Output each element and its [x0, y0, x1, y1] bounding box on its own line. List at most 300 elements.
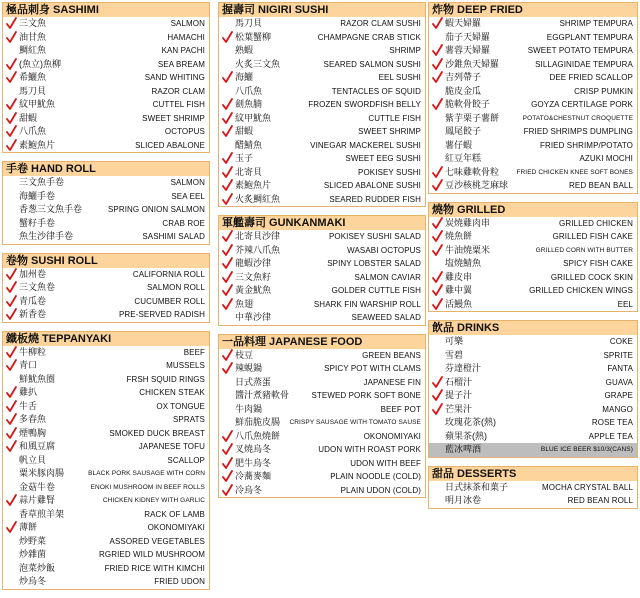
- item-name-chinese: 蘋果茶(熱): [445, 430, 487, 441]
- item-name-english: STEWED PORK SOFT BONE: [311, 391, 421, 400]
- menu-item: [429, 271, 637, 285]
- item-name-chinese: 粟米豚肉腸: [19, 468, 65, 478]
- menu-item: [219, 298, 425, 312]
- red-checkmark-icon: [6, 295, 17, 308]
- menu-item: [3, 494, 209, 508]
- menu-item: [3, 176, 209, 190]
- red-checkmark-icon: [222, 271, 233, 284]
- item-name-chinese: 魚生沙律手卷: [19, 231, 74, 241]
- item-name-english: CUCUMBER ROLL: [134, 296, 205, 306]
- item-name-chinese: 沙錐魚天婦羅: [445, 58, 500, 69]
- red-checkmark-icon: [6, 308, 17, 321]
- menu-item: [219, 271, 425, 285]
- item-name-english: GRILLED CHICKEN WINGS: [529, 286, 633, 295]
- item-name-english: BEEF: [183, 347, 205, 357]
- item-name-chinese: 鳳尾餃子: [445, 126, 482, 136]
- red-checkmark-icon: [6, 58, 17, 71]
- item-name-english: SHARK FIN WARSHIP ROLL: [313, 299, 421, 309]
- menu-item: [3, 308, 209, 322]
- item-name-english: SPINY LOBSTER SALAD: [327, 259, 421, 268]
- item-name-chinese: 醋鯖魚: [235, 139, 263, 150]
- item-name-chinese: 紋甲魷魚: [19, 99, 56, 109]
- item-name-chinese: 紋甲魷魚: [235, 112, 272, 123]
- menu-item: [429, 403, 637, 417]
- menu-item: [3, 17, 209, 31]
- menu-item: [3, 535, 209, 549]
- menu-item: [3, 359, 209, 373]
- menu-item: [429, 230, 637, 244]
- item-name-english: SEARED RUDDER FISH: [329, 194, 421, 204]
- menu-item: [219, 230, 425, 244]
- section-drinks: [428, 320, 638, 458]
- menu-item: [219, 58, 425, 72]
- red-checkmark-icon: [222, 484, 233, 497]
- item-name-english: WASABI OCTOPUS: [347, 245, 421, 255]
- item-name-chinese: 三文魚: [19, 18, 47, 28]
- item-name-chinese: 雞皮串: [445, 271, 473, 282]
- red-checkmark-icon: [432, 166, 443, 179]
- menu-item: [219, 284, 425, 298]
- menu-item: [219, 31, 425, 45]
- item-name-chinese: 香草煎羊架: [19, 508, 65, 519]
- item-name-chinese: 龍蝦沙律: [235, 258, 272, 268]
- menu-item: [3, 85, 209, 99]
- menu-item: [219, 112, 425, 126]
- menu-item: [429, 31, 637, 45]
- section-gunkanmaki: [218, 215, 426, 326]
- item-name-english: FRIED UDON: [154, 577, 205, 586]
- item-name-english: ROSE TEA: [591, 418, 633, 427]
- item-name-english: SWEET SHRIMP: [358, 127, 421, 136]
- item-name-english: PLAIN NOODLE (COLD): [330, 472, 421, 481]
- item-name-english: ENOKI MUSHROOM IN BEEF ROLLS: [90, 483, 205, 491]
- item-name-english: CHICKEN KIDNEY WITH GARLIC: [102, 497, 205, 504]
- item-name-english: SWEET POTATO TEMPURA: [527, 46, 633, 55]
- item-name-english: GRILLED CORN WITH BUTTER: [535, 246, 633, 254]
- menu-item: [429, 376, 637, 390]
- item-name-chinese: 海鱺手卷: [19, 190, 56, 201]
- item-name-chinese: 芒果汁: [445, 403, 473, 414]
- item-name-english: SEARED SALMON SUSHI: [323, 59, 421, 69]
- item-name-english: FRSH SQUID RINGS: [126, 374, 205, 384]
- item-name-english: GRAPE: [604, 391, 633, 400]
- section-title: 握壽司 NIGIRI SUSHI: [219, 3, 425, 17]
- menu-item: [3, 203, 209, 217]
- red-checkmark-icon: [222, 179, 233, 192]
- section-title: 軍艦壽司 GUNKANMAKI: [219, 216, 425, 230]
- red-checkmark-icon: [6, 521, 17, 534]
- item-name-english: POKISEY SUSHI SALAD: [328, 232, 421, 241]
- item-name-chinese: 油甘魚: [19, 31, 47, 42]
- item-name-english: OKONOMIYAKI: [363, 431, 421, 441]
- item-name-chinese: 薯仔蝦: [445, 139, 473, 150]
- red-checkmark-icon: [6, 346, 17, 359]
- menu-item: [429, 257, 637, 271]
- item-name-chinese: 希鱺魚: [19, 72, 47, 82]
- item-name-chinese: 日式抹茶和菓子: [445, 481, 509, 492]
- menu-item: [3, 548, 209, 562]
- item-name-english: SALMON ROLL: [146, 283, 205, 292]
- item-name-chinese: 提子汁: [445, 390, 473, 400]
- menu-item: [219, 416, 425, 430]
- red-checkmark-icon: [222, 152, 233, 165]
- red-checkmark-icon: [222, 349, 233, 362]
- red-checkmark-icon: [6, 17, 17, 30]
- item-name-english: SLICED ABALONE: [135, 140, 205, 150]
- menu-item: [3, 467, 209, 481]
- red-checkmark-icon: [432, 284, 443, 297]
- menu-item: [3, 295, 209, 309]
- section-sashimi: [2, 2, 210, 153]
- menu-item: [219, 71, 425, 85]
- red-checkmark-icon: [222, 284, 233, 297]
- red-checkmark-icon: [432, 179, 443, 192]
- item-name-chinese: 三文魚籽: [235, 271, 272, 282]
- item-name-english: GUAVA: [605, 377, 633, 387]
- red-checkmark-icon: [6, 98, 17, 111]
- item-name-chinese: 薄餅: [19, 522, 38, 532]
- section-title: 飲品 DRINKS: [429, 321, 637, 335]
- item-name-chinese: 八爪魚: [235, 85, 263, 96]
- item-name-chinese: 叉燒烏冬: [235, 444, 272, 454]
- item-name-chinese: (魚立)魚柳: [19, 58, 61, 69]
- menu-item: [3, 508, 209, 522]
- menu-item: [429, 17, 637, 31]
- item-name-english: SPICY FISH CAKE: [563, 259, 633, 268]
- item-name-chinese: 紅豆年糕: [445, 153, 482, 163]
- section-nigiri-sushi: [218, 2, 426, 207]
- item-name-chinese: 馬刀貝: [19, 85, 47, 96]
- menu-item: [219, 125, 425, 139]
- menu-item: [429, 217, 637, 231]
- section-title: 卷物 SUSHI ROLL: [3, 254, 209, 268]
- menu-item: [429, 98, 637, 112]
- red-checkmark-icon: [432, 217, 443, 230]
- red-checkmark-icon: [222, 457, 233, 470]
- menu-column-left: [2, 2, 210, 598]
- item-name-chinese: 辣蜆鍋: [235, 363, 263, 373]
- item-name-chinese: 蝦天婦羅: [445, 18, 482, 28]
- menu-item: [429, 349, 637, 363]
- item-name-english: SASHIMI SALAD: [142, 232, 205, 241]
- item-name-chinese: 可樂: [445, 336, 464, 346]
- item-name-chinese: 吉列帶子: [445, 72, 482, 82]
- red-checkmark-icon: [6, 268, 17, 281]
- red-checkmark-icon: [432, 58, 443, 71]
- item-name-english: BLACK PORK SAUSAGE WITH CORN: [88, 470, 205, 477]
- item-name-chinese: 牛舌: [19, 400, 38, 411]
- menu-item: [219, 44, 425, 58]
- item-name-chinese: 芬達橙汁: [445, 363, 482, 373]
- section-japanese-food: [218, 334, 426, 499]
- item-name-english: SHRIMP: [389, 46, 421, 55]
- menu-item: [3, 58, 209, 72]
- item-name-english: TENTACLES OF SQUID: [331, 86, 421, 96]
- menu-item: [219, 152, 425, 166]
- item-name-english: BLUE ICE BEER $10/3(CANS): [540, 446, 633, 453]
- item-name-chinese: 日式蒸蛋: [235, 376, 272, 387]
- item-name-chinese: 雞中翼: [445, 285, 473, 295]
- item-name-chinese: 蟹籽手卷: [19, 217, 56, 228]
- menu-item: [219, 389, 425, 403]
- item-name-chinese: 和風豆腐: [19, 441, 56, 451]
- red-checkmark-icon: [432, 389, 443, 402]
- menu-item: [3, 575, 209, 589]
- red-checkmark-icon: [222, 193, 233, 206]
- item-name-english: HAMACHI: [167, 32, 205, 42]
- menu-item: [219, 85, 425, 99]
- menu-item: [3, 413, 209, 427]
- item-name-english: AZUKI MOCHI: [579, 154, 633, 163]
- menu-item: [219, 430, 425, 444]
- item-name-english: CALIFORNIA ROLL: [132, 269, 205, 279]
- menu-item: [429, 179, 637, 193]
- menu-item: [3, 521, 209, 535]
- menu-item: [429, 430, 637, 444]
- item-name-chinese: 脆皮金瓜: [445, 85, 482, 96]
- item-name-english: SCALLOP: [167, 455, 205, 465]
- item-name-english: SWEET EEG SUSHI: [345, 154, 421, 163]
- item-name-chinese: 青瓜卷: [19, 295, 47, 306]
- red-checkmark-icon: [6, 71, 17, 84]
- item-name-chinese: 炒雜菌: [19, 549, 47, 559]
- red-checkmark-icon: [6, 494, 17, 507]
- red-checkmark-icon: [222, 430, 233, 443]
- item-name-chinese: 蒜片雞腎: [19, 495, 56, 505]
- item-name-english: SALMON: [170, 178, 205, 187]
- item-name-english: GRILLED FISH CAKE: [552, 232, 633, 241]
- item-name-english: OKONOMIYAKI: [147, 523, 205, 532]
- item-name-english: APPLE TEA: [588, 431, 633, 441]
- menu-item: [429, 85, 637, 99]
- menu-item: [429, 152, 637, 166]
- menu-item: [3, 454, 209, 468]
- item-name-english: MUSSELS: [166, 361, 205, 370]
- item-name-english: SEA BREAM: [157, 59, 205, 69]
- red-checkmark-icon: [432, 271, 443, 284]
- red-checkmark-icon: [6, 359, 17, 372]
- item-name-chinese: 馬刀貝: [235, 18, 263, 28]
- item-name-english: CRISP PUMKIN: [574, 86, 633, 96]
- menu-item: [429, 416, 637, 430]
- item-name-chinese: 脆軟骨餃子: [445, 99, 491, 109]
- item-name-chinese: 石榴汁: [445, 376, 473, 387]
- item-name-chinese: 黃金魷魚: [235, 285, 272, 295]
- item-name-english: FRIED SHRIMP/POTATO: [539, 140, 633, 150]
- item-name-english: SHRIMP TEMPURA: [559, 19, 633, 28]
- menu-item: [219, 376, 425, 390]
- item-name-english: MANGO: [602, 404, 633, 414]
- menu-column-right: [428, 2, 638, 517]
- item-name-english: SLICED ABALONE SUSHI: [323, 181, 421, 190]
- section-teppanyaki: [2, 331, 210, 590]
- item-name-chinese: 牛油燒粟米: [445, 244, 491, 255]
- item-name-english: KAN PACHI: [161, 46, 205, 55]
- menu-item: [429, 284, 637, 298]
- item-name-chinese: 煙鴨胸: [19, 427, 47, 438]
- item-name-english: SEAWEED SALAD: [351, 313, 421, 322]
- menu-item: [3, 98, 209, 112]
- item-name-chinese: 八爪魚燒餅: [235, 430, 281, 441]
- menu-item: [429, 139, 637, 153]
- red-checkmark-icon: [6, 281, 17, 294]
- red-checkmark-icon: [6, 413, 17, 426]
- red-checkmark-icon: [222, 98, 233, 111]
- menu-item: [219, 139, 425, 153]
- menu-item: [219, 403, 425, 417]
- section-title: 鐵板燒 TEPPANYAKI: [3, 332, 209, 346]
- item-name-chinese: 鯛紅魚: [19, 45, 47, 55]
- red-checkmark-icon: [6, 125, 17, 138]
- item-name-english: EGGPLANT TEMPURA: [546, 32, 633, 42]
- item-name-english: EEL: [617, 299, 633, 309]
- red-checkmark-icon: [432, 71, 443, 84]
- menu-item: [219, 179, 425, 193]
- item-name-english: COKE: [609, 337, 633, 346]
- section-deep-fried: [428, 2, 638, 194]
- menu-item: [3, 139, 209, 153]
- menu-item: [219, 257, 425, 271]
- item-name-chinese: 塩燒鯖魚: [445, 258, 482, 268]
- menu-item: [429, 335, 637, 349]
- red-checkmark-icon: [222, 257, 233, 270]
- item-name-english: SWEET SHRIMP: [142, 113, 205, 123]
- menu-item: [429, 298, 637, 312]
- item-name-english: CHAMPAGNE CRAB STICK: [317, 32, 421, 42]
- menu-item: [3, 481, 209, 495]
- item-name-english: MOCHA CRYSTAL BALL: [541, 482, 633, 492]
- menu-column-middle: [218, 2, 426, 506]
- menu-item: [3, 346, 209, 360]
- menu-item: [219, 98, 425, 112]
- item-name-chinese: 素鮑魚片: [235, 180, 272, 190]
- menu-item: [3, 427, 209, 441]
- menu-item: [3, 562, 209, 576]
- red-checkmark-icon: [6, 139, 17, 152]
- item-name-english: FROZEN SWORDFISH BELLY: [308, 100, 421, 109]
- item-name-english: OCTOPUS: [164, 127, 205, 136]
- item-name-chinese: 燒魚餅: [445, 231, 473, 241]
- item-name-english: JAPANESE TOFU: [138, 442, 205, 451]
- menu-item: [3, 281, 209, 295]
- red-checkmark-icon: [6, 112, 17, 125]
- menu-item: [429, 112, 637, 126]
- menu-item: [429, 494, 637, 508]
- red-checkmark-icon: [222, 362, 233, 375]
- red-checkmark-icon: [432, 17, 443, 30]
- item-name-chinese: 劍魚腩: [235, 99, 263, 109]
- section-title: 甜品 DESSERTS: [429, 467, 637, 481]
- item-name-chinese: 魚翅: [235, 298, 254, 309]
- item-name-english: SPRATS: [172, 415, 205, 424]
- red-checkmark-icon: [432, 98, 443, 111]
- red-checkmark-icon: [432, 244, 443, 257]
- menu-item: [429, 481, 637, 495]
- item-name-english: OX TONGUE: [156, 401, 205, 411]
- item-name-chinese: 新香卷: [19, 309, 47, 319]
- item-name-chinese: 三文魚手卷: [19, 177, 65, 187]
- item-name-chinese: 肥牛烏冬: [235, 457, 272, 468]
- menu-item: [3, 71, 209, 85]
- item-name-english: BEEF POT: [380, 404, 421, 414]
- menu-item: [3, 230, 209, 244]
- item-name-english: RGRIED WILD MUSHROOM: [99, 550, 205, 559]
- item-name-english: SPRING ONION SALMON: [107, 205, 205, 214]
- item-name-english: SALMON CAVIAR: [354, 272, 421, 282]
- menu-item: [429, 443, 637, 457]
- menu-item: [3, 268, 209, 282]
- red-checkmark-icon: [6, 400, 17, 413]
- red-checkmark-icon: [432, 403, 443, 416]
- item-name-chinese: 松葉蟹柳: [235, 31, 272, 42]
- item-name-chinese: 豆沙核桃芝麻球: [445, 180, 509, 190]
- section-title: 極品刺身 SASHIMI: [3, 3, 209, 17]
- menu-item: [219, 362, 425, 376]
- red-checkmark-icon: [432, 298, 443, 311]
- item-name-english: GRILLED COCK SKIN: [550, 272, 633, 282]
- red-checkmark-icon: [222, 125, 233, 138]
- section-sushi-roll: [2, 253, 210, 323]
- item-name-chinese: 冷烏冬: [235, 484, 263, 495]
- menu-item: [429, 389, 637, 403]
- section-title: 炸物 DEEP FRIED: [429, 3, 637, 17]
- item-name-chinese: 多春魚: [19, 414, 47, 424]
- item-name-chinese: 冷蕎麥麵: [235, 471, 272, 481]
- item-name-english: POTATO&CHESTNUT CROQUETTE: [522, 114, 633, 122]
- menu-item: [429, 71, 637, 85]
- item-name-chinese: 炒烏冬: [19, 576, 47, 586]
- red-checkmark-icon: [222, 298, 233, 311]
- item-name-english: RACK OF LAMB: [144, 509, 205, 519]
- menu-item: [219, 484, 425, 498]
- item-name-english: FRIED RICE WITH KIMCHI: [104, 563, 205, 573]
- menu-item: [3, 440, 209, 454]
- item-name-english: CUTTEL FISH: [152, 100, 205, 109]
- menu-item: [429, 125, 637, 139]
- item-name-english: RED BEAN BALL: [569, 181, 633, 190]
- red-checkmark-icon: [222, 31, 233, 44]
- item-name-english: POKISEY SUSHI: [358, 167, 421, 177]
- menu-item: [3, 400, 209, 414]
- menu-item: [219, 166, 425, 180]
- item-name-english: SEA EEL: [171, 191, 205, 201]
- item-name-english: CRISPY SAUSAGE WITH TOMATO SAUSE: [289, 419, 421, 426]
- item-name-english: GOLDER CUTTLE FISH: [331, 286, 421, 295]
- item-name-english: JAPANESE FIN: [363, 377, 421, 387]
- item-name-english: CUTTLE FISH: [368, 113, 421, 123]
- item-name-chinese: 七味雞軟骨粒: [445, 166, 500, 177]
- item-name-english: FANTA: [607, 364, 633, 373]
- menu-item: [3, 373, 209, 387]
- item-name-english: SAND WHITING: [144, 73, 205, 82]
- menu-item: [3, 217, 209, 231]
- item-name-chinese: 雪碧: [445, 349, 464, 360]
- item-name-chinese: 金菇牛卷: [19, 481, 56, 492]
- item-name-chinese: 北寄貝: [235, 166, 263, 177]
- menu-item: [429, 244, 637, 258]
- menu-item: [219, 193, 425, 207]
- item-name-chinese: 玉子: [235, 153, 254, 163]
- section-grilled: [428, 202, 638, 313]
- item-name-chinese: 素鮑魚片: [19, 139, 56, 150]
- item-name-english: SPICY POT WITH CLAMS: [324, 364, 421, 373]
- item-name-english: SMOKED DUCK BREAST: [109, 428, 205, 438]
- item-name-english: GOYZA CERTILAGE PORK: [531, 100, 633, 109]
- menu-item: [3, 112, 209, 126]
- item-name-english: EEL SUSHI: [378, 73, 421, 82]
- red-checkmark-icon: [222, 112, 233, 125]
- section-hand-roll: [2, 161, 210, 245]
